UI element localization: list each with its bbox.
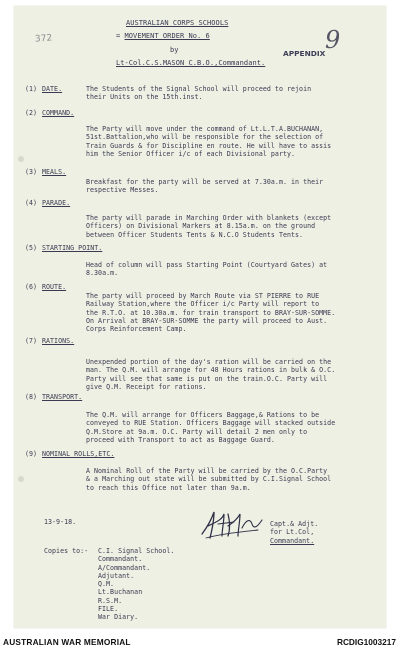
section-8-heading: TRANSPORT. xyxy=(42,393,83,401)
header-commandant: Lt-Col.C.S.MASON C.B.O.,Commandant. xyxy=(116,59,266,67)
section-5-number: (5) xyxy=(25,244,38,252)
section-4-heading: PARADE. xyxy=(42,199,71,207)
section-1-number: (1) xyxy=(25,85,38,93)
section-5-body xyxy=(86,261,327,278)
header-title: AUSTRALIAN CORPS SCHOOLS xyxy=(126,19,229,27)
section-line: The Party will move under the command of Lt.L.T.A.BUCHANAN, xyxy=(86,125,324,133)
header-order: = MOVEMENT ORDER No. 6 xyxy=(116,32,210,40)
copies-label: Copies to:- xyxy=(44,547,89,555)
order-date: 13-9-18. xyxy=(44,518,77,526)
section-2-number: (2) xyxy=(25,109,38,117)
section-2-body xyxy=(86,125,331,158)
section-line: The party will parade in Marching Order with blankets (except xyxy=(86,214,332,222)
section-1-body xyxy=(86,85,311,102)
section-line: Party will see that same is put on the train.O.C. Party will xyxy=(86,374,328,383)
section-4-number: (4) xyxy=(25,199,38,207)
section-line: between Officer Students Tents & N.C.O Students Tents. xyxy=(86,230,304,239)
archive-reference: RCDIG1003217 xyxy=(336,637,396,647)
punch-hole xyxy=(18,476,24,482)
section-9-heading: NOMINAL ROLLS,ETC. xyxy=(42,450,115,458)
section-line: give Q.M. Receipt for rations. xyxy=(86,382,207,391)
section-9-body xyxy=(86,467,331,492)
handwritten-folio-number: 9 xyxy=(325,26,341,54)
section-line: 8.30a.m. xyxy=(86,269,119,278)
section-7-body xyxy=(86,358,335,391)
section-1-heading: DATE. xyxy=(42,85,63,93)
header-order-text: MOVEMENT ORDER No. 6 xyxy=(124,32,210,40)
archive-credit: AUSTRALIAN WAR MEMORIAL xyxy=(3,637,131,647)
section-line: respective Messes. xyxy=(86,186,159,195)
section-6-body xyxy=(86,292,335,333)
section-line: On Arrival at BRAY-SUR-SOMME the party will proceed to Aust. xyxy=(86,316,328,325)
section-line: 51st.Battalion,who will be responsible for the selection of xyxy=(86,133,324,142)
section-line: The Q.M. will arrange for Officers Baggage,& Rations to be xyxy=(86,411,320,419)
section-line: the R.T.O. at 10.30a.m. for train transport to BRAY-SUR-SOMME. xyxy=(86,308,336,317)
sign-line: Capt.& Adjt. xyxy=(270,520,319,528)
section-4-body xyxy=(86,214,331,239)
section-3-body xyxy=(86,178,323,195)
copy-recipient: Commandant. xyxy=(98,555,143,564)
section-line: to reach this Office not later than 9a.m. xyxy=(86,483,251,492)
section-3-number: (3) xyxy=(25,168,38,176)
copy-recipient: R.S.M. xyxy=(98,596,123,605)
section-7-number: (7) xyxy=(25,337,38,345)
handwritten-signature xyxy=(200,508,270,542)
copy-recipient: Lt.Buchanan xyxy=(98,588,143,597)
section-6-heading: ROUTE. xyxy=(42,283,67,291)
section-line: Corps Reinforcement Camp. xyxy=(86,325,187,334)
section-line: Breakfast for the party will be served at 7.30a.m. in their xyxy=(86,178,324,186)
section-line: man. The Q.M. will arrange for 48 Hours rations in bulk & O.C. xyxy=(86,366,336,375)
section-line: Q.M.Store at 9a.m. O.C. Party will detail 2 men only to xyxy=(86,427,308,436)
section-line: Railway Station,where the Officer i/c Party will report to xyxy=(86,300,320,309)
copy-recipient: FILE. xyxy=(98,605,119,614)
copy-recipient: Adjutant. xyxy=(98,571,135,580)
copies-list xyxy=(98,547,174,622)
section-2-heading: COMMAND. xyxy=(42,109,75,117)
section-line: proceed with Transport to act as Baggage Guard. xyxy=(86,435,275,444)
section-line: Head of column will pass Starting Point (Courtyard Gates) at xyxy=(86,261,328,269)
section-8-body xyxy=(86,411,335,444)
copy-recipient: Q.M. xyxy=(98,580,115,589)
sign-block xyxy=(270,520,318,545)
section-6-number: (6) xyxy=(25,283,38,291)
section-line: The Students of the Signal School will proceed to rejoin xyxy=(86,85,312,93)
section-line: & a Marching out state will be submitted by C.I.Signal School xyxy=(86,475,332,484)
section-line: Train Guards & for Discipline en route. He will have to assis xyxy=(86,141,332,150)
section-3-heading: MEALS. xyxy=(42,168,67,176)
section-line: conveyed to RUE Station. Officers Baggage will stacked outside xyxy=(86,419,336,428)
section-9-number: (9) xyxy=(25,450,38,458)
punch-hole xyxy=(18,156,24,162)
copy-recipient: C.I. Signal School. xyxy=(98,547,175,555)
section-line: Officers) on Divisional Markers at 8.15a.m. on the ground xyxy=(86,222,316,231)
section-5-heading: STARTING POINT. xyxy=(42,244,103,252)
copy-recipient: War Diary. xyxy=(98,613,139,622)
header-by: by xyxy=(170,46,179,54)
section-8-number: (8) xyxy=(25,393,38,401)
document-sheet xyxy=(14,6,386,628)
section-line: him the Senior Officer i/c of each Divisional party. xyxy=(86,149,296,158)
pencil-folio-number: 372 xyxy=(34,33,53,45)
section-line: their Units on the 15th.inst. xyxy=(86,93,203,102)
copy-recipient: A/Commandant. xyxy=(98,563,151,572)
section-line: Unexpended portion of the day's ration will be carried on the xyxy=(86,358,332,366)
section-7-heading: RATIONS. xyxy=(42,337,75,345)
sign-line: Commandant. xyxy=(270,536,315,545)
section-line: The party will proceed by March Route via ST PIERRE to RUE xyxy=(86,292,320,300)
sign-line: for Lt.Col, xyxy=(270,528,315,537)
section-line: A Nominal Roll of the Party will be carried by the O.C.Party xyxy=(86,467,328,475)
appendix-label: APPENDIX xyxy=(283,49,326,58)
